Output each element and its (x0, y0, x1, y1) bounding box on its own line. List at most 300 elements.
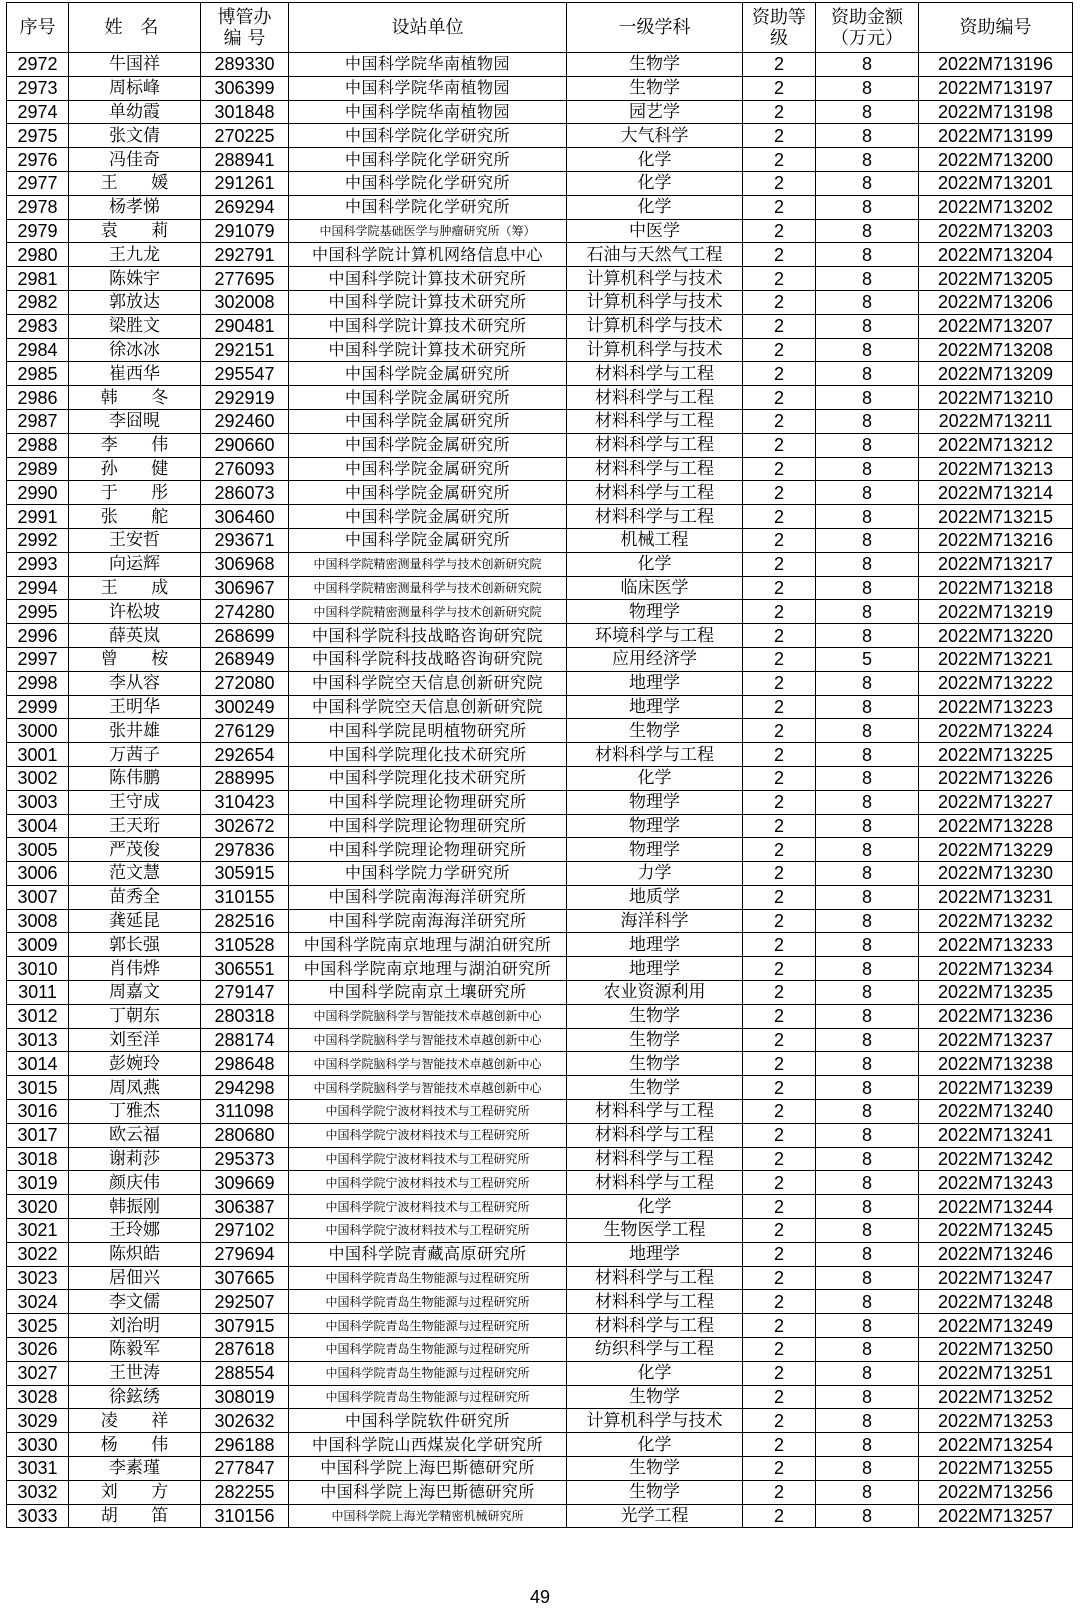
unit-cell: 中国科学院理化技术研究所 (289, 743, 567, 767)
funding-no-cell: 2022M713238 (919, 1052, 1073, 1076)
unit-cell: 中国科学院软件研究所 (289, 1409, 567, 1433)
seq-cell: 3009 (7, 933, 69, 957)
grade-cell: 2 (743, 1409, 816, 1433)
funding-no-cell: 2022M713218 (919, 576, 1073, 600)
office-no-cell: 297836 (201, 838, 289, 862)
grade-cell: 2 (743, 338, 816, 362)
unit-cell: 中国科学院空天信息创新研究院 (289, 695, 567, 719)
table-row (7, 552, 1073, 576)
amount-cell: 8 (816, 981, 919, 1005)
office-no-cell: 305915 (201, 862, 289, 886)
amount-cell: 8 (816, 790, 919, 814)
seq-cell: 3016 (7, 1100, 69, 1124)
name-cell: 徐冰冰 (69, 338, 201, 362)
funding-no-cell: 2022M713231 (919, 885, 1073, 909)
discipline-cell: 计算机科学与技术 (567, 1409, 743, 1433)
office-no-cell: 286073 (201, 481, 289, 505)
name-cell: 万茜子 (69, 743, 201, 767)
funding-no-cell: 2022M713234 (919, 957, 1073, 981)
name-cell: 郭放达 (69, 290, 201, 314)
grade-cell: 2 (743, 1361, 816, 1385)
discipline-cell: 计算机科学与技术 (567, 267, 743, 291)
table-row (7, 719, 1073, 743)
office-no-cell: 274280 (201, 600, 289, 624)
office-no-cell: 307915 (201, 1314, 289, 1338)
discipline-cell: 地理学 (567, 671, 743, 695)
amount-cell: 8 (816, 766, 919, 790)
header-discipline: 一级学科 (567, 3, 743, 53)
table-row (7, 862, 1073, 886)
funding-no-cell: 2022M713215 (919, 505, 1073, 529)
funding-no-cell: 2022M713200 (919, 148, 1073, 172)
office-no-cell: 279147 (201, 981, 289, 1005)
unit-cell: 中国科学院青岛生物能源与过程研究所 (289, 1266, 567, 1290)
table-row (7, 957, 1073, 981)
office-no-cell: 301848 (201, 100, 289, 124)
seq-cell: 3030 (7, 1433, 69, 1457)
unit-cell: 中国科学院金属研究所 (289, 362, 567, 386)
funding-no-cell: 2022M713232 (919, 909, 1073, 933)
discipline-cell: 生物医学工程 (567, 1219, 743, 1243)
funding-no-cell: 2022M713233 (919, 933, 1073, 957)
grade-cell: 2 (743, 433, 816, 457)
name-cell: 肖伟烨 (69, 957, 201, 981)
funding-no-cell: 2022M713208 (919, 338, 1073, 362)
funding-no-cell: 2022M713257 (919, 1504, 1073, 1528)
office-no-cell: 306387 (201, 1195, 289, 1219)
office-no-cell: 292507 (201, 1290, 289, 1314)
amount-cell: 8 (816, 1338, 919, 1362)
discipline-cell: 材料科学与工程 (567, 362, 743, 386)
amount-cell: 5 (816, 647, 919, 671)
grade-cell: 2 (743, 981, 816, 1005)
grade-cell: 2 (743, 1242, 816, 1266)
table-body (7, 53, 1073, 1528)
name-cell: 袁 莉 (69, 219, 201, 243)
seq-cell: 3010 (7, 957, 69, 981)
amount-cell: 8 (816, 314, 919, 338)
grade-cell: 2 (743, 314, 816, 338)
table-row (7, 267, 1073, 291)
table-row (7, 624, 1073, 648)
grade-cell: 2 (743, 1076, 816, 1100)
seq-cell: 2998 (7, 671, 69, 695)
seq-cell: 3031 (7, 1457, 69, 1481)
name-cell: 居佃兴 (69, 1266, 201, 1290)
name-cell: 颜庆伟 (69, 1171, 201, 1195)
office-no-cell: 292791 (201, 243, 289, 267)
name-cell: 胡 笛 (69, 1504, 201, 1528)
table-row (7, 743, 1073, 767)
amount-cell: 8 (816, 743, 919, 767)
grade-cell: 2 (743, 814, 816, 838)
name-cell: 王 媛 (69, 171, 201, 195)
table-row (7, 1076, 1073, 1100)
name-cell: 李素瑾 (69, 1457, 201, 1481)
funding-no-cell: 2022M713243 (919, 1171, 1073, 1195)
funding-no-cell: 2022M713248 (919, 1290, 1073, 1314)
unit-cell: 中国科学院基础医学与肿瘤研究所（筹） (289, 219, 567, 243)
discipline-cell: 生物学 (567, 53, 743, 77)
discipline-cell: 物理学 (567, 838, 743, 862)
discipline-cell: 材料科学与工程 (567, 433, 743, 457)
funding-no-cell: 2022M713219 (919, 600, 1073, 624)
discipline-cell: 生物学 (567, 1457, 743, 1481)
name-cell: 李囧晛 (69, 409, 201, 433)
name-cell: 孙 健 (69, 457, 201, 481)
funding-no-cell: 2022M713210 (919, 386, 1073, 410)
name-cell: 凌 祥 (69, 1409, 201, 1433)
header-name: 姓 名 (69, 3, 201, 53)
table-row (7, 1052, 1073, 1076)
grade-cell: 2 (743, 600, 816, 624)
funding-no-cell: 2022M713220 (919, 624, 1073, 648)
office-no-cell: 297102 (201, 1219, 289, 1243)
name-cell: 丁朝东 (69, 1004, 201, 1028)
office-no-cell: 277695 (201, 267, 289, 291)
grade-cell: 2 (743, 362, 816, 386)
table-row (7, 695, 1073, 719)
name-cell: 曾 桉 (69, 647, 201, 671)
discipline-cell: 生物学 (567, 76, 743, 100)
grade-cell: 2 (743, 171, 816, 195)
discipline-cell: 材料科学与工程 (567, 1171, 743, 1195)
funding-no-cell: 2022M713214 (919, 481, 1073, 505)
office-no-cell: 308019 (201, 1385, 289, 1409)
table-row (7, 885, 1073, 909)
page-number: 49 (529, 1587, 551, 1607)
unit-cell: 中国科学院上海光学精密机械研究所 (289, 1504, 567, 1528)
discipline-cell: 化学 (567, 195, 743, 219)
unit-cell: 中国科学院金属研究所 (289, 481, 567, 505)
funding-no-cell: 2022M713256 (919, 1480, 1073, 1504)
office-no-cell: 302008 (201, 290, 289, 314)
funding-no-cell: 2022M713209 (919, 362, 1073, 386)
name-cell: 刘 方 (69, 1480, 201, 1504)
table-row (7, 1409, 1073, 1433)
seq-cell: 2989 (7, 457, 69, 481)
seq-cell: 2987 (7, 409, 69, 433)
funding-no-cell: 2022M713226 (919, 766, 1073, 790)
amount-cell: 8 (816, 243, 919, 267)
amount-cell: 8 (816, 957, 919, 981)
discipline-cell: 临床医学 (567, 576, 743, 600)
seq-cell: 2979 (7, 219, 69, 243)
funding-no-cell: 2022M713202 (919, 195, 1073, 219)
discipline-cell: 材料科学与工程 (567, 1100, 743, 1124)
discipline-cell: 生物学 (567, 1052, 743, 1076)
table-row (7, 1100, 1073, 1124)
table-row (7, 1433, 1073, 1457)
amount-cell: 8 (816, 1480, 919, 1504)
amount-cell: 8 (816, 100, 919, 124)
name-cell: 谢莉莎 (69, 1147, 201, 1171)
amount-cell: 8 (816, 1052, 919, 1076)
grade-cell: 2 (743, 743, 816, 767)
seq-cell: 3018 (7, 1147, 69, 1171)
grade-cell: 2 (743, 505, 816, 529)
amount-cell: 8 (816, 338, 919, 362)
seq-cell: 3022 (7, 1242, 69, 1266)
amount-cell: 8 (816, 433, 919, 457)
name-cell: 周嘉文 (69, 981, 201, 1005)
funding-no-cell: 2022M713244 (919, 1195, 1073, 1219)
unit-cell: 中国科学院华南植物园 (289, 100, 567, 124)
unit-cell: 中国科学院青岛生物能源与过程研究所 (289, 1361, 567, 1385)
unit-cell: 中国科学院计算技术研究所 (289, 338, 567, 362)
amount-cell: 8 (816, 171, 919, 195)
discipline-cell: 地质学 (567, 885, 743, 909)
grade-cell: 2 (743, 909, 816, 933)
grade-cell: 2 (743, 695, 816, 719)
discipline-cell: 计算机科学与技术 (567, 314, 743, 338)
office-no-cell: 288554 (201, 1361, 289, 1385)
funding-no-cell: 2022M713242 (919, 1147, 1073, 1171)
grade-cell: 2 (743, 1004, 816, 1028)
funding-no-cell: 2022M713230 (919, 862, 1073, 886)
unit-cell: 中国科学院力学研究所 (289, 862, 567, 886)
table-row (7, 124, 1073, 148)
amount-cell: 8 (816, 1195, 919, 1219)
unit-cell: 中国科学院南京土壤研究所 (289, 981, 567, 1005)
funding-no-cell: 2022M713205 (919, 267, 1073, 291)
office-no-cell: 289330 (201, 53, 289, 77)
amount-cell: 8 (816, 1409, 919, 1433)
table-row (7, 1480, 1073, 1504)
table-row (7, 1028, 1073, 1052)
funding-no-cell: 2022M713241 (919, 1123, 1073, 1147)
grade-cell: 2 (743, 100, 816, 124)
office-no-cell: 292919 (201, 386, 289, 410)
grade-cell: 2 (743, 624, 816, 648)
grade-cell: 2 (743, 1028, 816, 1052)
office-no-cell: 295547 (201, 362, 289, 386)
unit-cell: 中国科学院宁波材料技术与工程研究所 (289, 1195, 567, 1219)
table-row (7, 338, 1073, 362)
grade-cell: 2 (743, 267, 816, 291)
amount-cell: 8 (816, 76, 919, 100)
table-row (7, 1147, 1073, 1171)
amount-cell: 8 (816, 386, 919, 410)
name-cell: 刘治明 (69, 1314, 201, 1338)
amount-cell: 8 (816, 1219, 919, 1243)
table-row (7, 243, 1073, 267)
funding-no-cell: 2022M713207 (919, 314, 1073, 338)
name-cell: 周凤燕 (69, 1076, 201, 1100)
grade-cell: 2 (743, 790, 816, 814)
seq-cell: 3005 (7, 838, 69, 862)
office-no-cell: 280318 (201, 1004, 289, 1028)
seq-cell: 3006 (7, 862, 69, 886)
seq-cell: 2972 (7, 53, 69, 77)
grade-cell: 2 (743, 76, 816, 100)
unit-cell: 中国科学院理论物理研究所 (289, 838, 567, 862)
table-row (7, 909, 1073, 933)
amount-cell: 8 (816, 933, 919, 957)
seq-cell: 2981 (7, 267, 69, 291)
table-row (7, 171, 1073, 195)
table-row (7, 1290, 1073, 1314)
unit-cell: 中国科学院理化技术研究所 (289, 766, 567, 790)
grade-cell: 2 (743, 386, 816, 410)
amount-cell: 8 (816, 1433, 919, 1457)
funding-no-cell: 2022M713239 (919, 1076, 1073, 1100)
discipline-cell: 化学 (567, 148, 743, 172)
discipline-cell: 材料科学与工程 (567, 457, 743, 481)
amount-cell: 8 (816, 267, 919, 291)
table-row (7, 1338, 1073, 1362)
unit-cell: 中国科学院宁波材料技术与工程研究所 (289, 1171, 567, 1195)
office-no-cell: 294298 (201, 1076, 289, 1100)
office-no-cell: 307665 (201, 1266, 289, 1290)
funding-no-cell: 2022M713196 (919, 53, 1073, 77)
grade-cell: 2 (743, 671, 816, 695)
seq-cell: 3011 (7, 981, 69, 1005)
unit-cell: 中国科学院华南植物园 (289, 76, 567, 100)
discipline-cell: 化学 (567, 1195, 743, 1219)
unit-cell: 中国科学院金属研究所 (289, 505, 567, 529)
name-cell: 崔西华 (69, 362, 201, 386)
grade-cell: 2 (743, 719, 816, 743)
unit-cell: 中国科学院化学研究所 (289, 171, 567, 195)
seq-cell: 3024 (7, 1290, 69, 1314)
grade-cell: 2 (743, 1147, 816, 1171)
name-cell: 梁胜文 (69, 314, 201, 338)
table-row (7, 1457, 1073, 1481)
name-cell: 周标峰 (69, 76, 201, 100)
name-cell: 刘至洋 (69, 1028, 201, 1052)
table-row (7, 481, 1073, 505)
name-cell: 王安哲 (69, 528, 201, 552)
discipline-cell: 生物学 (567, 719, 743, 743)
grade-cell: 2 (743, 457, 816, 481)
office-no-cell: 288995 (201, 766, 289, 790)
name-cell: 薛英岚 (69, 624, 201, 648)
discipline-cell: 力学 (567, 862, 743, 886)
discipline-cell: 化学 (567, 766, 743, 790)
name-cell: 李从容 (69, 671, 201, 695)
name-cell: 单幼霞 (69, 100, 201, 124)
office-no-cell: 276129 (201, 719, 289, 743)
amount-cell: 8 (816, 552, 919, 576)
seq-cell: 3033 (7, 1504, 69, 1528)
office-no-cell: 293671 (201, 528, 289, 552)
amount-cell: 8 (816, 409, 919, 433)
table-row (7, 314, 1073, 338)
seq-cell: 2997 (7, 647, 69, 671)
funding-no-cell: 2022M713217 (919, 552, 1073, 576)
amount-cell: 8 (816, 862, 919, 886)
funding-list-sheet (6, 2, 1073, 1528)
unit-cell: 中国科学院金属研究所 (289, 386, 567, 410)
funding-no-cell: 2022M713199 (919, 124, 1073, 148)
name-cell: 王九龙 (69, 243, 201, 267)
unit-cell: 中国科学院脑科学与智能技术卓越创新中心 (289, 1028, 567, 1052)
name-cell: 张井雄 (69, 719, 201, 743)
name-cell: 彭婉玲 (69, 1052, 201, 1076)
grade-cell: 2 (743, 53, 816, 77)
unit-cell: 中国科学院青岛生物能源与过程研究所 (289, 1385, 567, 1409)
table-row (7, 671, 1073, 695)
funding-no-cell: 2022M713225 (919, 743, 1073, 767)
amount-cell: 8 (816, 1076, 919, 1100)
unit-cell: 中国科学院科技战略咨询研究院 (289, 647, 567, 671)
table-row (7, 1219, 1073, 1243)
grade-cell: 2 (743, 195, 816, 219)
table-row (7, 219, 1073, 243)
discipline-cell: 计算机科学与技术 (567, 290, 743, 314)
grade-cell: 2 (743, 1052, 816, 1076)
seq-cell: 2990 (7, 481, 69, 505)
office-no-cell: 268949 (201, 647, 289, 671)
funding-no-cell: 2022M713245 (919, 1219, 1073, 1243)
seq-cell: 2986 (7, 386, 69, 410)
grade-cell: 2 (743, 219, 816, 243)
amount-cell: 8 (816, 1147, 919, 1171)
funding-no-cell: 2022M713247 (919, 1266, 1073, 1290)
discipline-cell: 化学 (567, 171, 743, 195)
seq-cell: 3032 (7, 1480, 69, 1504)
grade-cell: 2 (743, 409, 816, 433)
header-seq: 序号 (7, 3, 69, 53)
unit-cell: 中国科学院精密测量科学与技术创新研究院 (289, 552, 567, 576)
table-row (7, 433, 1073, 457)
seq-cell: 2988 (7, 433, 69, 457)
office-no-cell: 302632 (201, 1409, 289, 1433)
discipline-cell: 机械工程 (567, 528, 743, 552)
unit-cell: 中国科学院金属研究所 (289, 433, 567, 457)
funding-no-cell: 2022M713203 (919, 219, 1073, 243)
table-row (7, 766, 1073, 790)
grade-cell: 2 (743, 1314, 816, 1338)
table-row (7, 53, 1073, 77)
amount-cell: 8 (816, 457, 919, 481)
funding-no-cell: 2022M713206 (919, 290, 1073, 314)
office-no-cell: 298648 (201, 1052, 289, 1076)
amount-cell: 8 (816, 671, 919, 695)
table-row (7, 1385, 1073, 1409)
amount-cell: 8 (816, 1385, 919, 1409)
unit-cell: 中国科学院上海巴斯德研究所 (289, 1480, 567, 1504)
unit-cell: 中国科学院华南植物园 (289, 53, 567, 77)
amount-cell: 8 (816, 576, 919, 600)
table-row (7, 386, 1073, 410)
funding-no-cell: 2022M713229 (919, 838, 1073, 862)
seq-cell: 3019 (7, 1171, 69, 1195)
discipline-cell: 材料科学与工程 (567, 386, 743, 410)
office-no-cell: 270225 (201, 124, 289, 148)
grade-cell: 2 (743, 1100, 816, 1124)
table-row (7, 838, 1073, 862)
amount-cell: 8 (816, 1242, 919, 1266)
discipline-cell: 生物学 (567, 1076, 743, 1100)
table-row (7, 933, 1073, 957)
discipline-cell: 纺织科学与工程 (567, 1338, 743, 1362)
grade-cell: 2 (743, 481, 816, 505)
table-row (7, 457, 1073, 481)
office-no-cell: 306460 (201, 505, 289, 529)
office-no-cell: 306968 (201, 552, 289, 576)
seq-cell: 3028 (7, 1385, 69, 1409)
seq-cell: 2984 (7, 338, 69, 362)
name-cell: 韩振刚 (69, 1195, 201, 1219)
seq-cell: 3001 (7, 743, 69, 767)
table-row (7, 290, 1073, 314)
grade-cell: 2 (743, 838, 816, 862)
unit-cell: 中国科学院科技战略咨询研究院 (289, 624, 567, 648)
amount-cell: 8 (816, 1123, 919, 1147)
grade-cell: 2 (743, 1338, 816, 1362)
